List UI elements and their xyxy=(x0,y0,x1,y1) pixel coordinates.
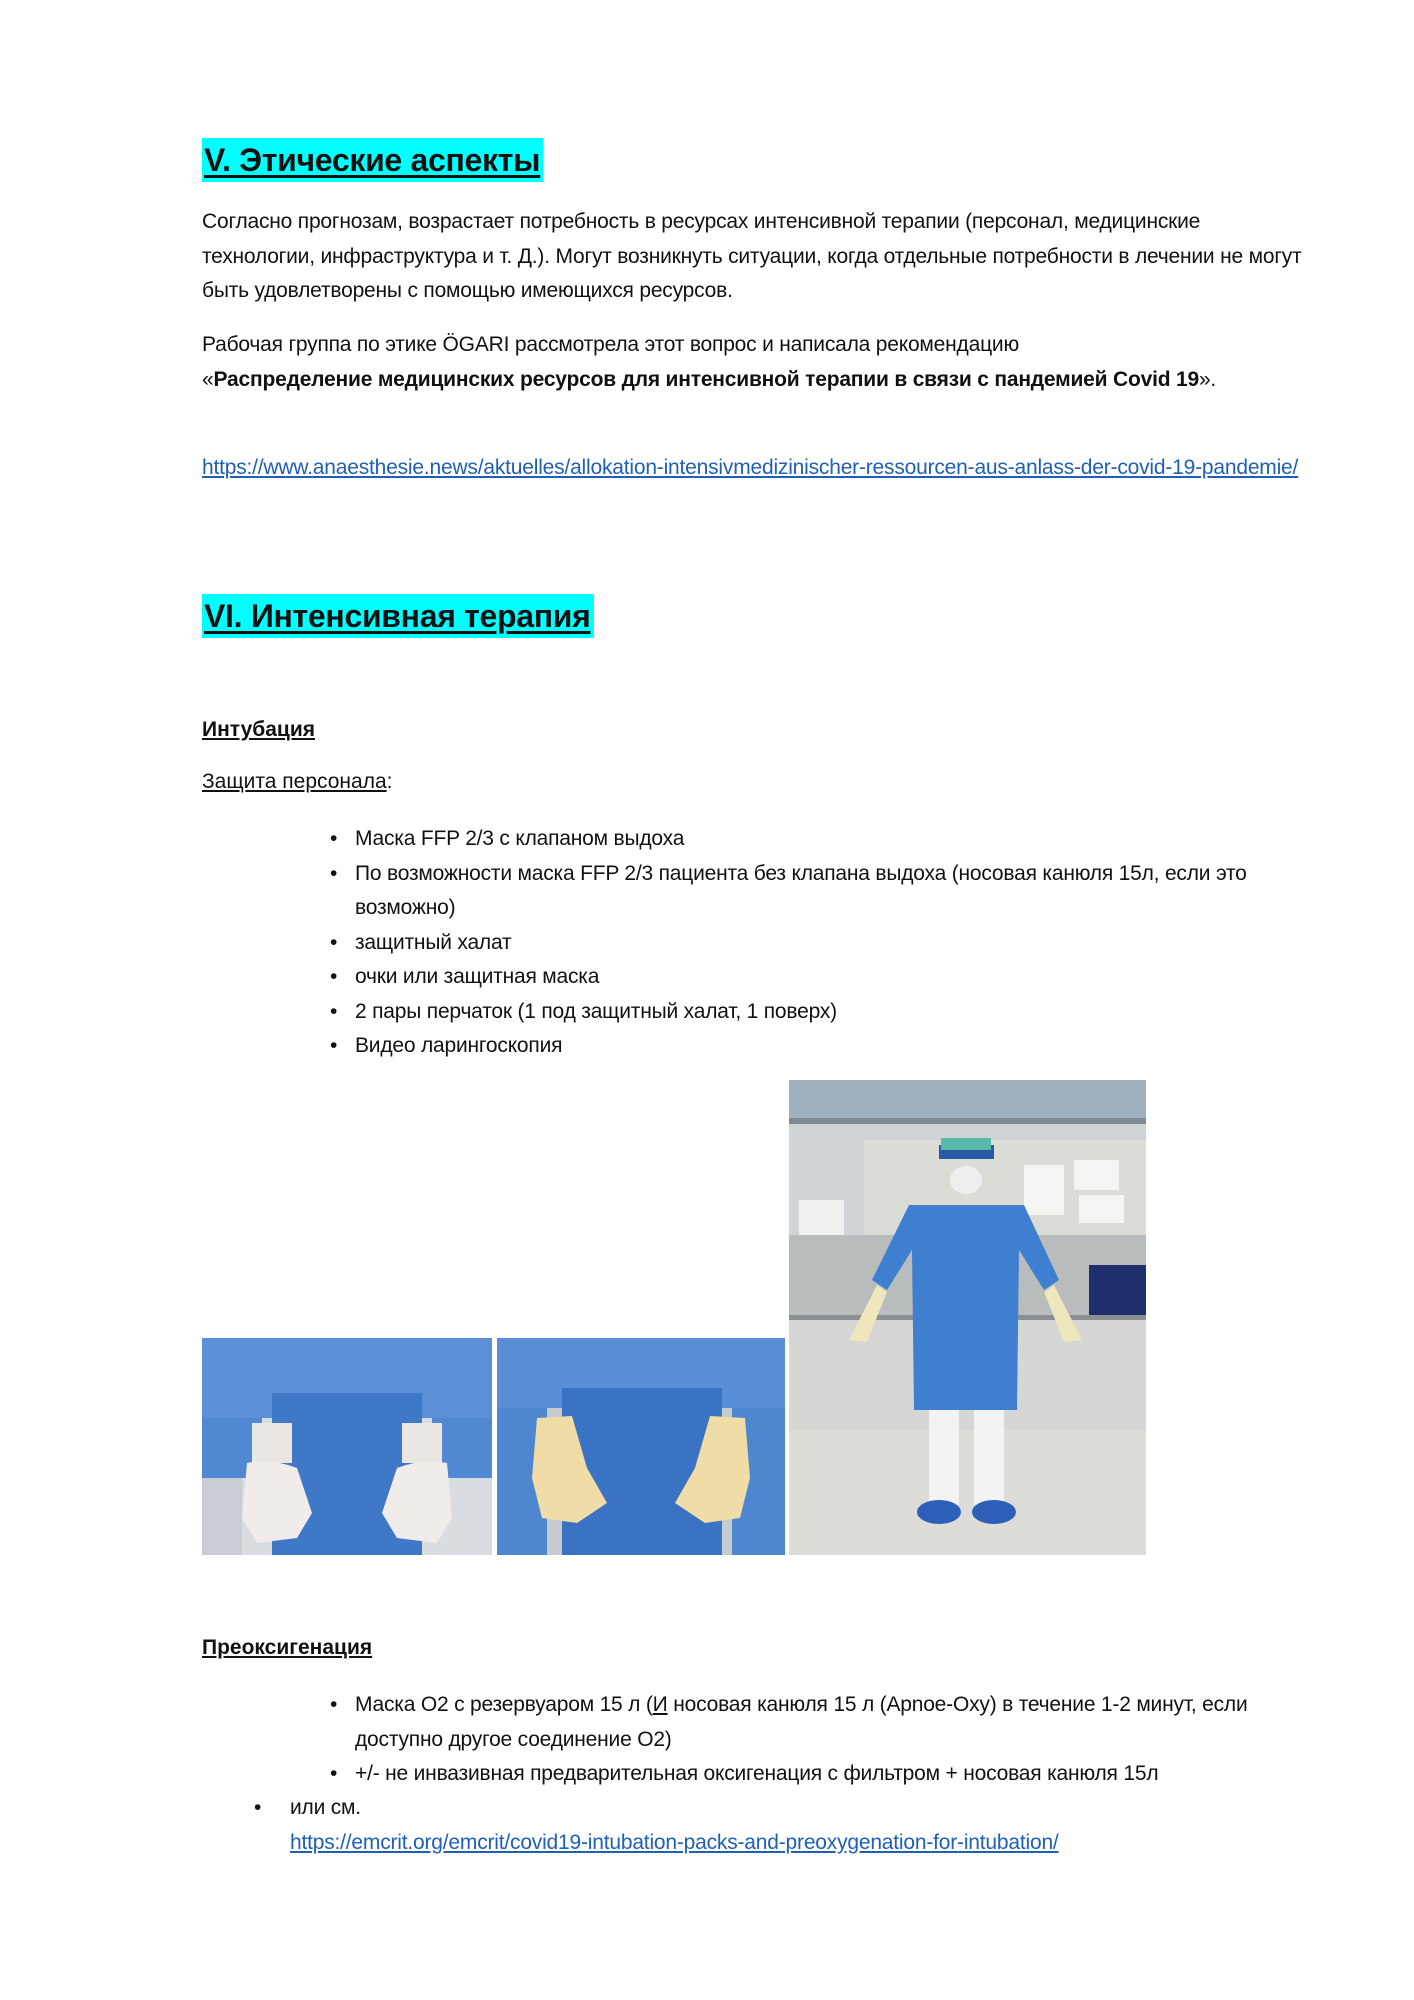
photo-inner-gloves xyxy=(202,1338,492,1555)
ethics-paragraph: Согласно прогнозам, возрастает потребность в ресурсах интенсивной терапии (персонал, медицинские технологии, инфраструктура и т. Д.). Могут возникнуть ситуации, когда отдельные потребности в лечении не могут быть удовлетворены с помощью имеющихся ресурсов. xyxy=(202,210,1302,302)
list-item: • +/- не инвазивная предварительная оксигенация с фильтром + носовая канюля 15л xyxy=(330,1757,1300,1792)
bullet-icon: • xyxy=(330,827,338,850)
protection-list xyxy=(330,822,1290,1064)
close-quote: ». xyxy=(1198,367,1217,391)
bullet-icon: • xyxy=(330,1693,338,1716)
recommendation-title: Распределение медицинских ресурсов для интенсивной терапии в связи с пандемией Covid 19 xyxy=(213,367,1199,391)
preoxygenation-list xyxy=(330,1688,1300,1792)
list-item: • Маска O2 с резервуаром 15 л (И носовая канюля 15 л (Apnoe-Oxy) в течение 1-2 минут, если доступно другое соединение O2) xyxy=(330,1688,1300,1757)
ethics-link-container xyxy=(202,451,1307,486)
open-quote: « xyxy=(202,367,214,391)
list-item: • По возможности маска FFP 2/3 пациента без клапана выдоха (носовая канюля 15л, если это возможно) xyxy=(330,857,1290,926)
recommendation-intro: Рабочая группа по этике ÖGARI рассмотрела этот вопрос и написала рекомендацию xyxy=(202,333,1019,356)
colon: : xyxy=(386,770,393,793)
list-item: • 2 пары перчаток (1 под защитный халат, 1 поверх) xyxy=(330,995,1290,1030)
bullet-icon: • xyxy=(254,1796,262,1819)
section-heading-intensive-care: VI. Интенсивная терапия xyxy=(202,594,594,638)
bullet-icon: • xyxy=(330,1762,338,1785)
bullet-icon: • xyxy=(330,1034,338,1057)
bullet-icon: • xyxy=(330,999,338,1023)
section-heading-ethics: V. Этические аспекты xyxy=(202,138,543,182)
list-item: • Видео ларингоскопия xyxy=(330,1029,1290,1064)
preoxygenation-see-also-list xyxy=(254,1791,1304,1860)
list-item: • или см. https://emcrit.org/emcrit/covid19-intubation-packs-and-preoxygenation-for-intubation/ xyxy=(254,1791,1304,1860)
bullet-icon: • xyxy=(330,930,338,954)
bullet-icon: • xyxy=(330,861,338,885)
anaesthesie-news-link[interactable]: https://www.anaesthesie.news/aktuelles/allokation-intensivmedizinischer-ressourcen-aus-anlass-der-covid-19-pandemie/ xyxy=(202,456,1299,479)
intubation-title: Интубация xyxy=(202,718,315,741)
staff-protection-label: Защита персонала xyxy=(202,770,387,793)
emcrit-link[interactable]: https://emcrit.org/emcrit/covid19-intubation-packs-and-preoxygenation-for-intubation/ xyxy=(290,1830,1059,1854)
bullet-icon: • xyxy=(330,965,338,988)
staff-protection-label-row xyxy=(202,770,392,794)
list-item: • защитный халат xyxy=(330,926,1290,961)
list-item: • Маска FFP 2/3 с клапаном выдоха xyxy=(330,822,1290,857)
preoxygenation-title: Преоксигенация xyxy=(202,1636,373,1659)
photo-outer-gloves xyxy=(497,1338,785,1555)
photo-full-ppe xyxy=(789,1080,1146,1555)
list-item: • очки или защитная маска xyxy=(330,960,1290,995)
ethics-recommendation-paragraph xyxy=(202,328,1302,397)
